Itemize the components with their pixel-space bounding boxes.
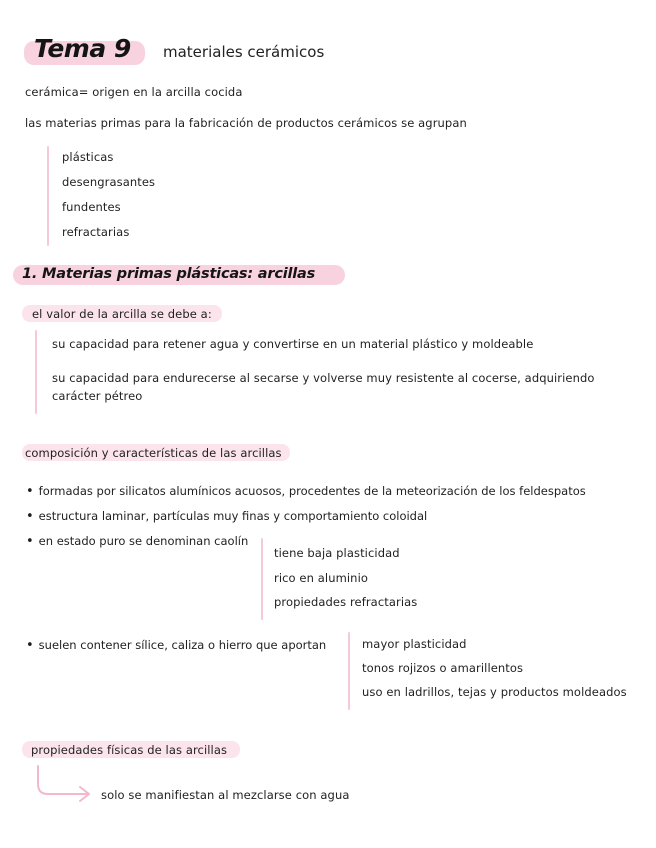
arrow-icon <box>34 764 94 804</box>
physical-label: propiedades físicas de las arcillas <box>31 743 228 757</box>
topic-number: Tema 9 <box>34 34 131 63</box>
value-label: el valor de la arcilla se debe a: <box>32 307 212 321</box>
group-item: desengrasantes <box>62 175 156 189</box>
ceramic-definition: cerámica= origen en la arcilla cocida <box>25 85 243 99</box>
section-heading: 1. Materias primas plásticas: arcillas <box>22 266 316 282</box>
kaolin-rule <box>261 538 263 620</box>
kaolin-property: tiene baja plasticidad <box>274 546 400 560</box>
raw-materials-sentence: las materias primas para la fabricación de productos cerámicos se agrupan <box>25 116 467 130</box>
composition-bullet: • suelen contener sílice, caliza o hierro que aportan <box>26 638 326 653</box>
group-item: plásticas <box>62 150 114 164</box>
composition-bullet: • estructura laminar, partículas muy finas y comportamiento coloidal <box>26 509 427 524</box>
value-reason-2-cont: carácter pétreo <box>52 389 143 403</box>
group-item: fundentes <box>62 200 121 214</box>
kaolin-property: rico en aluminio <box>274 571 369 585</box>
composition-label: composición y características de las arcillas <box>25 446 282 460</box>
value-rule <box>35 330 37 414</box>
value-reason-1: su capacidad para retener agua y convertirse en un material plástico y moldeable <box>52 337 534 351</box>
value-reason-2: su capacidad para endurecerse al secarse y volverse muy resistente al cocerse, adquiriendo <box>52 371 595 385</box>
impurity-effect: mayor plasticidad <box>362 637 467 651</box>
group-item: refractarias <box>62 225 130 239</box>
kaolin-property: propiedades refractarias <box>274 595 418 609</box>
impurity-effect: tonos rojizos o amarillentos <box>362 661 524 675</box>
impurity-effect: uso en ladrillos, tejas y productos moldeados <box>362 685 627 699</box>
groups-rule <box>47 146 49 246</box>
topic-title: materiales cerámicos <box>163 43 325 61</box>
composition-bullet: • en estado puro se denominan caolín <box>26 534 248 549</box>
composition-bullet: • formadas por silicatos alumínicos acuosos, procedentes de la meteorización de los feldespatos <box>26 484 586 499</box>
physical-note: solo se manifiestan al mezclarse con agua <box>101 788 350 802</box>
impurities-rule <box>348 632 350 710</box>
